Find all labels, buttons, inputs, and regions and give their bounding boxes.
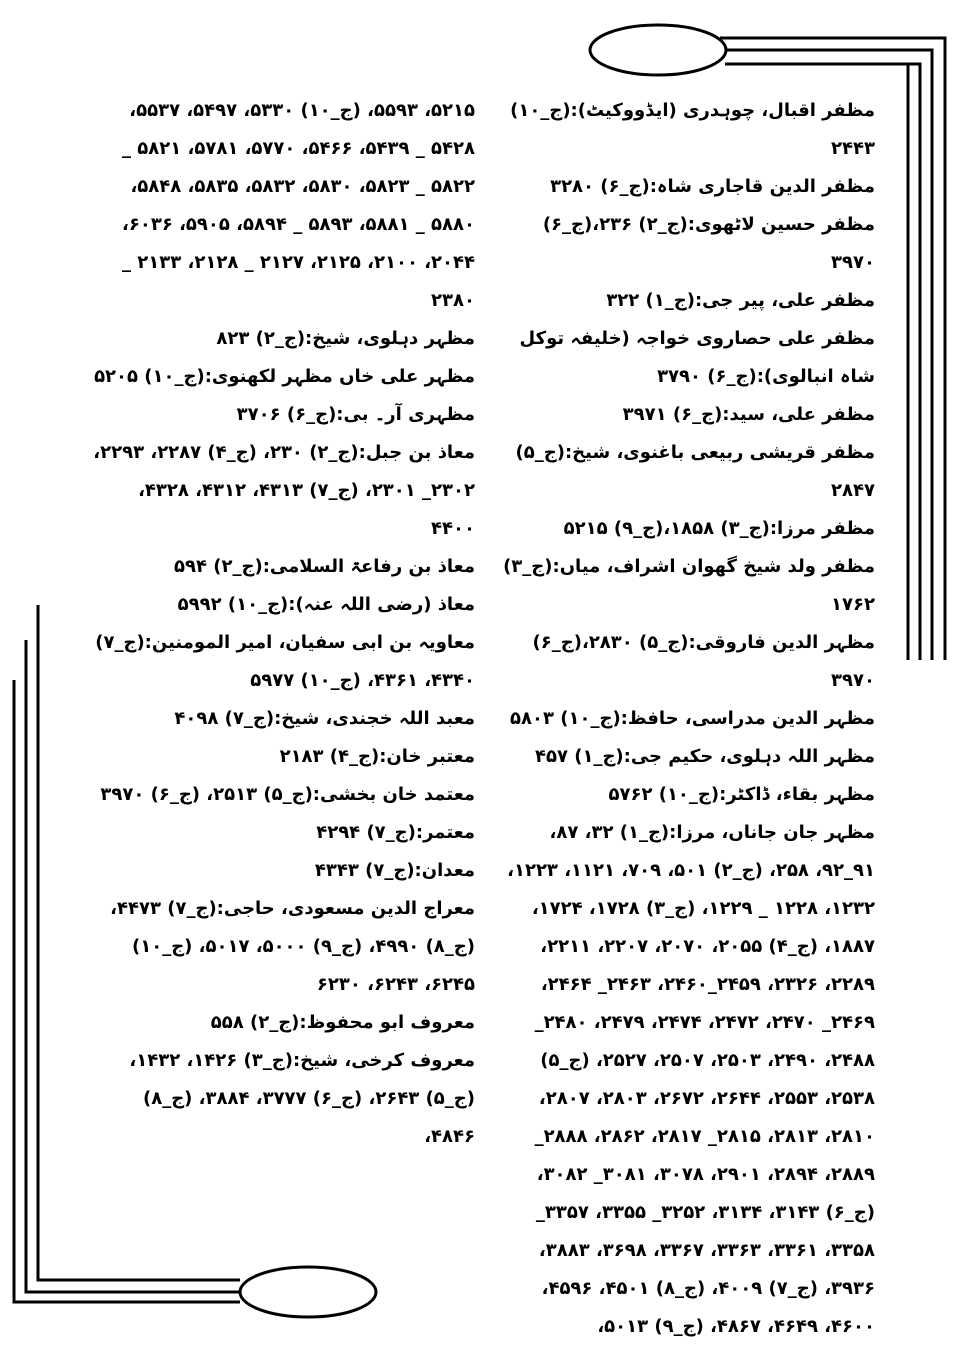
index-entry-continuation: ۵۲۱۵، ۵۵۹۳، (ج_۱۰) ۵۳۳۰، ۵۴۹۷، ۵۵۳۷، ۵۴۲۸ _ ۵۴۳۹، ۵۴۶۶، ۵۷۷۰، ۵۷۸۱، ۵۸۲۱ _ ۵۸۲۲ _ ۵۸۲۳، ۵۸۳۰، ۵۸۳۲، ۵۸۳۵، ۵۸۴۸، ۵۸۸۰ _ ۵۸۸۱، ۵۸۹۳ _ ۵۸۹۴، ۵۹۰۵، ۶۰۳۶، ۲۰۴۴، ۲۱۰۰، ۲۱۲۵، ۲۱۲۷ _ ۲۱۲۸، ۲۱۳۳ _ ۲۳۸۰ — [122, 100, 475, 311]
index-entry: مظفر حسین لاٹھوی:(ج_۲) ۲۳۶،(ج_۶) ۳۹۷۰ — [542, 214, 875, 273]
index-entry: مظہر جان جاناں، مرزا:(ج_۱) ۳۲، ۸۷، ۹۱_۹۲، ۲۵۸، (ج_۲) ۵۰۱، ۷۰۹، ۱۱۲۱، ۱۲۲۳، ۱۲۳۲، ۱۲۲۸ _ ۱۲۲۹، (ج_۳) ۱۷۲۸، ۱۷۲۴، ۱۸۸۷، (ج_۴) ۲۰۵۵، ۲۰۷۰، ۲۲۰۷، ۲۲۱۱، ۲۲۸۹، ۲۳۲۶، ۲۴۵۹_۲۴۶۰، ۲۴۶۳_ ۲۴۶۴، ۲۴۶۹_ ۲۴۷۰، ۲۴۷۲، ۲۴۷۴، ۲۴۷۹، ۲۴۸۰_ ۲۴۸۸، ۲۴۹۰، ۲۵۰۳، ۲۵۰۷، ۲۵۲۷، (ج_۵) ۲۵۳۸، ۲۵۵۳، ۲۶۴۴، ۲۶۷۲، ۲۸۰۳، ۲۸۰۷، ۲۸۱۰، ۲۸۱۳، ۲۸۱۵_ ۲۸۱۷، ۲۸۶۲، ۲۸۸۸_ ۲۸۸۹، ۲۸۹۴، ۲۹۰۱، ۳۰۷۸، ۳۰۸۱_ ۳۰۸۲، (ج_۶) ۳۱۴۳، ۳۱۳۴، ۳۲۵۲_ ۳۳۵۵، ۳۳۵۷_ ۳۳۵۸، ۳۳۶۱، ۳۳۶۳، ۳۳۶۷، ۳۶۹۸، ۳۸۸۳، ۳۹۳۶، (ج_۷) ۴۰۰۹، (ج_۸) ۴۵۰۱، ۴۵۹۶، ۴۶۰۰، ۴۶۴۹، ۴۸۶۷، (ج_۹) ۵۰۱۳، — [507, 822, 875, 1337]
index-entry: مظفر علی، سید:(ج_۶) ۳۹۷۱ — [622, 404, 875, 425]
index-entry: مظفر علی حصاروی خواجہ (خلیفہ توکل شاہ انبالوی):(ج_۶) ۳۷۹۰ — [519, 328, 875, 387]
index-column-left — [90, 92, 475, 1156]
index-entry: مظفر مرزا:(ج_۳) ۱۸۵۸،(ج_۹) ۵۲۱۵ — [563, 518, 875, 539]
index-column-right — [495, 92, 875, 1346]
index-entry: مظہر الدین فاروقی:(ج_۵) ۲۸۳۰،(ج_۶) ۳۹۷۰ — [532, 632, 875, 691]
index-entry: مظفر الدین قاجاری شاہ:(ج_۶) ۳۲۸۰ — [550, 176, 875, 197]
index-entry: معروف ابو محفوظ:(ج_۲) ۵۵۸ — [210, 1012, 475, 1033]
index-entry: معبد اللہ خجندی، شیخ:(ج_۷) ۴۰۹۸ — [174, 708, 475, 729]
index-entry: معاویہ بن ابی سفیان، امیر المومنین:(ج_۷) ۴۳۴۰، ۴۳۶۱، (ج_۱۰) ۵۹۷۷ — [95, 632, 475, 691]
index-entry: مظفر اقبال، چوہدری (ایڈووکیٹ):(ج_۱۰) ۲۴۴۳ — [510, 100, 875, 159]
index-entry: معروف کرخی، شیخ:(ج_۳) ۱۴۲۶، ۱۴۳۲، (ج_۵) ۲۶۴۳، (ج_۶) ۳۷۷۷، ۳۸۸۴، (ج_۸) ۴۸۴۶، — [129, 1050, 475, 1147]
index-entry: مظفر قریشی ربیعی باغنوی، شیخ:(ج_۵) ۲۸۴۷ — [515, 442, 875, 501]
top-ornament-oval — [590, 25, 726, 75]
index-entry: معاذ بن جبل:(ج_۲) ۲۳۰، (ج_۴) ۲۲۸۷، ۲۲۹۳، ۲۳۰۲_ ۲۳۰۱، (ج_۷) ۴۳۱۳، ۴۳۱۲، ۴۳۲۸، ۴۴۰۰ — [93, 442, 475, 539]
index-entry: معتبر خان:(ج_۴) ۲۱۸۳ — [279, 746, 475, 767]
index-entry: معتمر:(ج_۷) ۴۲۹۴ — [316, 822, 475, 843]
bottom-ornament-oval — [240, 1267, 376, 1317]
index-entry: معتمد خان بخشی:(ج_۵) ۲۵۱۳، (ج_۶) ۳۹۷۰ — [100, 784, 475, 805]
index-entry: معاذ (رضی اللہ عنہ):(ج_۱۰) ۵۹۹۲ — [177, 594, 475, 615]
index-entry: مظہر علی خاں مظہر لکھنوی:(ج_۱۰) ۵۲۰۵ — [94, 366, 475, 387]
index-entry: معاذ بن رفاعۃ السلامی:(ج_۲) ۵۹۴ — [174, 556, 475, 577]
index-entry: مظفر ولد شیخ گھوان اشراف، میاں:(ج_۳) ۱۷۶۲ — [503, 556, 875, 615]
index-entry: معراج الدین مسعودی، حاجی:(ج_۷) ۴۴۷۳، (ج_۸) ۴۹۹۰، (ج_۹) ۵۰۰۰، ۵۰۱۷، (ج_۱۰) ۶۲۴۵، ۶۲۴۳، ۶۲۳۰ — [110, 898, 475, 995]
index-entry: معدان:(ج_۷) ۴۳۴۳ — [314, 860, 475, 881]
index-entry: مظہر دہلوی، شیخ:(ج_۲) ۸۲۳ — [216, 328, 475, 349]
index-entry: مظہر اللہ دہلوی، حکیم جی:(ج_۱) ۴۵۷ — [534, 746, 875, 767]
index-entry: مظہری آر۔ بی:(ج_۶) ۳۷۰۶ — [236, 404, 475, 425]
index-entry: مظہر بقاء، ڈاکٹر:(ج_۱۰) ۵۷۶۲ — [608, 784, 875, 805]
index-entry: مظفر علی، پیر جی:(ج_۱) ۳۲۲ — [606, 290, 875, 311]
index-entry: مظہر الدین مدراسی، حافظ:(ج_۱۰) ۵۸۰۳ — [510, 708, 875, 729]
